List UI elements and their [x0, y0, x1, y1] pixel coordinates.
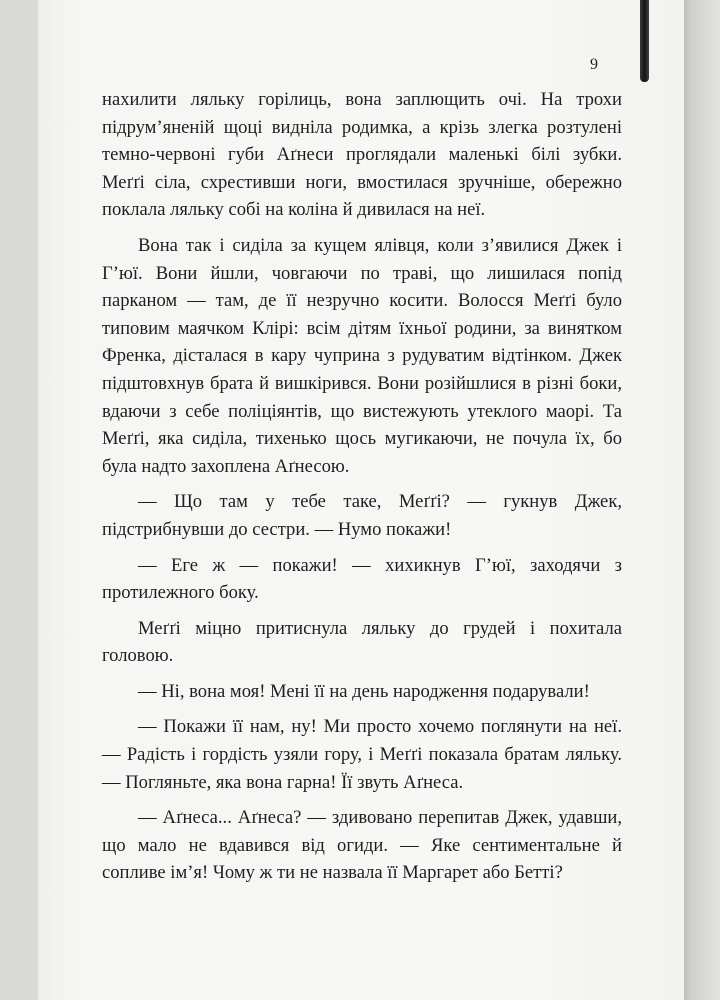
paragraph: — Що там у тебе таке, Меґґі? — гукнув Джек, підстрибнувши до сестри. — Нумо покажи!: [102, 491, 622, 540]
paragraph: — Ні, вона моя! Мені її на день народження подарували!: [138, 680, 590, 702]
paragraph: — Аґнеса... Аґнеса? — здивовано перепитав Джек, удавши, що мало не вдавився від огиди. — Яке сентиментальне й сопливе ім’я! Чому ж ти не назвала її Маргарет або Бетті?: [102, 807, 622, 884]
paragraph: — Покажи її нам, ну! Ми просто хочемо поглянути на неї. — Радість і гордість узяли гору, і Меґґі показала братам ляльку. — Погляньте, яка вона гарна! Її звуть Аґнеса.: [102, 716, 622, 793]
paragraph: Меґґі міцно притиснула ляльку до грудей і похитала головою.: [102, 617, 622, 667]
bookmark-ribbon: [640, 0, 649, 82]
body-text: [102, 86, 622, 895]
page-edge-shadow: [684, 0, 720, 1000]
paragraph: нахилити ляльку горілиць, вона заплющить очі. На трохи підрум’яненій щоці виднілa родимка, а крізь злегка розтулені темно-червоні губи Аґнеси проглядали маленькі білі зубки. Меґґі сіла, схрестивши ноги, вмостилася зручніше, обережно поклала ляльку собі на коліна й дивилася на неї.: [102, 89, 622, 221]
page-number: 9: [590, 56, 598, 73]
paragraph: — Еге ж — покажи! — хихикнув Г’юї, заходячи з протилежного боку.: [102, 554, 622, 604]
paragraph: Вона так і сиділа за кущем ялівця, коли з’явилися Джек і Г’юї. Вони йшли, човгаючи по траві, що лишилася попід парканом — там, де її незручно косити. Волосся Меґґі було типовим маячком Клірі: всім дітям їхньої родини, за винятком Френка, дісталася в кару чуприна з рудуватим відтінком. Джек підштовхнув брата й вишкірився. Вони розійшлися в різні боки, вдаючи з себе поліціянтів, що вистежують утеклого маорі. Та Меґґі, яка сиділа, тихенько щось мугикаючи, не почула їх, бо була надто захоплена Аґнесою.: [102, 234, 622, 477]
book-page: [38, 0, 684, 1000]
